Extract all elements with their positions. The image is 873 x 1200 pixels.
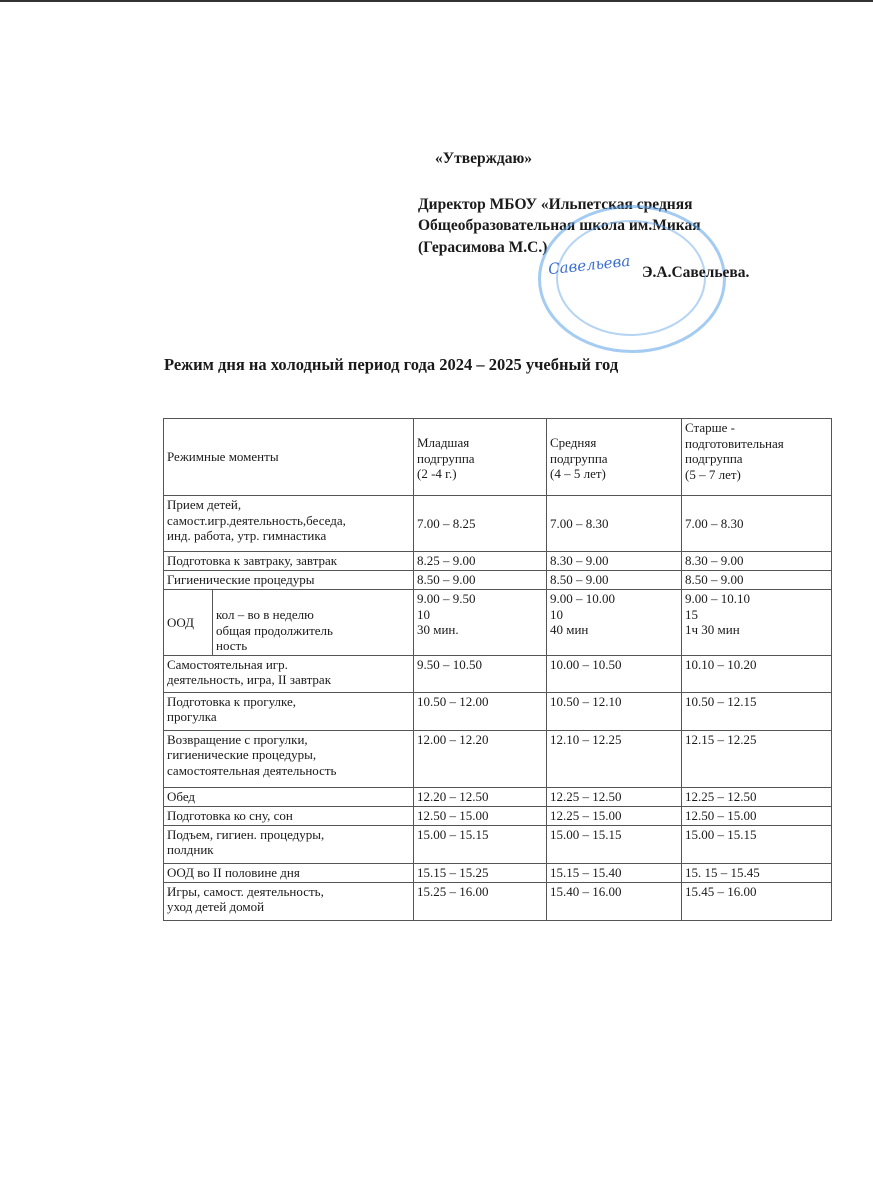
time-cell: 8.50 – 9.00 (414, 571, 547, 590)
activity-cell: ООД во II половине дня (164, 863, 414, 882)
time-cell: 12.10 – 12.25 (547, 730, 682, 787)
signer-name: Э.А.Савельева. (642, 264, 750, 281)
time-cell: 7.00 – 8.30 (547, 496, 682, 552)
time-cell: 10.50 – 12.10 (547, 692, 682, 730)
time-cell: 12.25 – 12.50 (547, 787, 682, 806)
header-cell: Средняя подгруппа (4 – 5 лет) (547, 419, 682, 496)
time-cell: 15.00 – 15.15 (414, 825, 547, 863)
time-cell: 12.15 – 12.25 (682, 730, 832, 787)
time-cell: 7.00 – 8.25 (414, 496, 547, 552)
table-header-row (164, 419, 832, 496)
time-cell: 10.10 – 10.20 (682, 655, 832, 692)
activity-cell: Подъем, гигиен. процедуры, полдник (164, 825, 414, 863)
document-title: Режим дня на холодный период года 2024 – 2025 учебный год (164, 355, 619, 374)
time-cell: 12.50 – 15.00 (414, 806, 547, 825)
time-cell: 9.00 – 10.00 10 40 мин (547, 590, 682, 656)
time-cell: 9.00 – 10.10 15 1ч 30 мин (682, 590, 832, 656)
activity-cell: Обед (164, 787, 414, 806)
time-cell: 8.30 – 9.00 (547, 552, 682, 571)
table-row (164, 496, 832, 552)
activity-cell: Гигиенические процедуры (164, 571, 414, 590)
time-cell: 15.15 – 15.40 (547, 863, 682, 882)
table-row (164, 806, 832, 825)
table-row (164, 655, 832, 692)
ood-label-cell: ООД (164, 590, 213, 656)
time-cell: 9.00 – 9.50 10 30 мин. (414, 590, 547, 656)
time-cell: 7.00 – 8.30 (682, 496, 832, 552)
time-cell: 15.00 – 15.15 (682, 825, 832, 863)
director-line: (Герасимова М.С.) (418, 239, 548, 256)
time-cell: 8.50 – 9.00 (682, 571, 832, 590)
time-cell: 15.45 – 16.00 (682, 882, 832, 920)
header-cell: Младшая подгруппа (2 -4 г.) (414, 419, 547, 496)
time-cell: 8.50 – 9.00 (547, 571, 682, 590)
activity-cell: Подготовка к завтраку, завтрак (164, 552, 414, 571)
table-row (164, 863, 832, 882)
activity-cell: Возвращение с прогулки, гигиенические процедуры, самостоятельная деятельность (164, 730, 414, 787)
header-cell: Старше - подготовительная подгруппа (5 – 7 лет) (682, 419, 832, 496)
table-row (164, 787, 832, 806)
table-row (164, 730, 832, 787)
signature: Савельева (547, 251, 632, 279)
scan-edge (0, 0, 873, 2)
time-cell: 12.00 – 12.20 (414, 730, 547, 787)
time-cell: 15.00 – 15.15 (547, 825, 682, 863)
time-cell: 15. 15 – 15.45 (682, 863, 832, 882)
header-cell: Режимные моменты (164, 419, 414, 496)
time-cell: 8.25 – 9.00 (414, 552, 547, 571)
time-cell: 12.25 – 12.50 (682, 787, 832, 806)
table-row (164, 552, 832, 571)
time-cell: 12.20 – 12.50 (414, 787, 547, 806)
table-row (164, 882, 832, 920)
approval-heading: «Утверждаю» (435, 150, 533, 167)
ood-sub-cell: кол – во в неделю общая продолжитель ность (213, 590, 414, 656)
director-line: Общеобразовательная школа им.Микая (418, 217, 701, 234)
time-cell: 8.30 – 9.00 (682, 552, 832, 571)
table-row (164, 692, 832, 730)
activity-cell: Подготовка к прогулке, прогулка (164, 692, 414, 730)
time-cell: 10.50 – 12.15 (682, 692, 832, 730)
table-row (164, 571, 832, 590)
time-cell: 15.25 – 16.00 (414, 882, 547, 920)
activity-cell: Игры, самост. деятельность, уход детей домой (164, 882, 414, 920)
director-line: Директор МБОУ «Ильпетская средняя (418, 196, 693, 213)
table-row (164, 825, 832, 863)
time-cell: 10.00 – 10.50 (547, 655, 682, 692)
time-cell: 9.50 – 10.50 (414, 655, 547, 692)
activity-cell: Прием детей, самост.игр.деятельность,беседа, инд. работа, утр. гимнастика (164, 496, 414, 552)
time-cell: 15.15 – 15.25 (414, 863, 547, 882)
activity-cell: Подготовка ко сну, сон (164, 806, 414, 825)
time-cell: 10.50 – 12.00 (414, 692, 547, 730)
time-cell: 12.25 – 15.00 (547, 806, 682, 825)
activity-cell: Самостоятельная игр. деятельность, игра, II завтрак (164, 655, 414, 692)
table-row (164, 590, 832, 656)
schedule-table (163, 418, 832, 921)
time-cell: 12.50 – 15.00 (682, 806, 832, 825)
time-cell: 15.40 – 16.00 (547, 882, 682, 920)
